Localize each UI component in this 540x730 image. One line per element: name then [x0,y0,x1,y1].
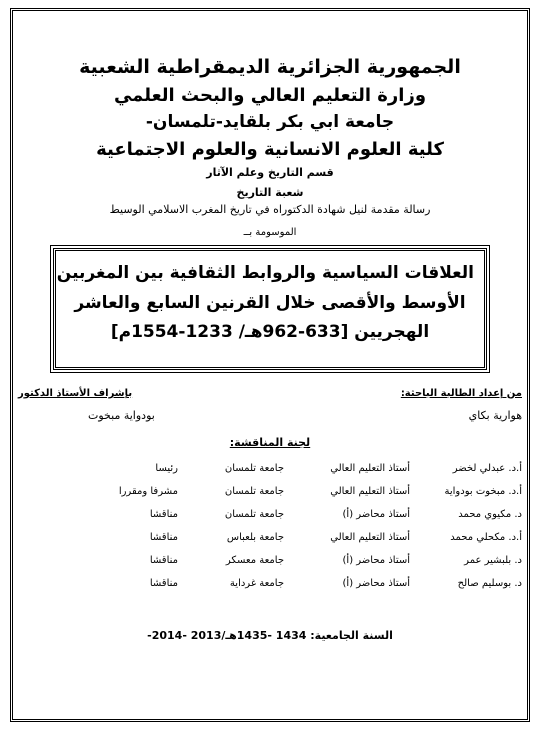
thesis-known-as: الموسومة بــ [243,226,297,238]
supervisor-block [18,388,260,422]
student-name: هوارية بكاي [468,408,522,422]
member-role: مناقشا [149,508,178,520]
committee-member [18,549,522,572]
supervisor-label: بإشراف الأستاذ الدكتور [18,387,133,399]
thesis-title-line-1: العلاقات السياسية والروابط الثقافية بين المغربين [56,262,474,283]
cover-content [18,56,522,642]
member-university: جامعة غرداية [229,577,284,589]
member-role: مناقشا [149,554,178,566]
republic-heading: الجمهورية الجزائرية الديمقراطية الشعبية [79,56,461,78]
faculty-heading: كلية العلوم الانسانية والعلوم الاجتماعية [96,138,444,160]
member-name: أ.د. عبدلي لخضر [452,462,522,474]
academic-year: السنة الجامعية: 1434 -1435هـ/2013 -2014- [147,628,393,642]
department-heading: قسم التاريخ وعلم الآثار [206,166,334,180]
member-university: جامعة بلعباس [226,531,284,543]
member-rank: أستاذ التعليم العالي [330,462,410,474]
student-block [280,388,522,422]
member-role: رئيسا [155,462,178,474]
member-name: د. مكيوي محمد [458,508,522,520]
member-name: أ.د. مكحلي محمد [450,531,522,543]
branch-heading: شعبة التاريخ [236,185,304,199]
committee-title: لجنة المناقشة: [229,435,311,449]
member-university: جامعة تلمسان [224,462,284,474]
member-name: د. بلبشير عمر [464,554,522,566]
member-role: مشرفا ومقررا [118,485,178,497]
university-heading: جامعة ابي بكر بلقايد-تلمسان- [145,112,395,133]
thesis-title-box [53,248,487,370]
supervisor-name: بودواية مبخوت [88,408,155,422]
member-rank: أستاذ التعليم العالي [330,531,410,543]
committee-member [18,503,522,526]
member-university: جامعة تلمسان [224,485,284,497]
ministry-heading: وزارة التعليم العالي والبحث العلمي [113,84,427,106]
committee-list [18,457,522,595]
member-university: جامعة معسكر [225,554,284,566]
committee-member [18,572,522,595]
member-rank: أستاذ محاضر (أ) [342,577,410,589]
member-name: أ.د. مبخوت بودواية [444,485,522,497]
member-rank: أستاذ التعليم العالي [330,485,410,497]
member-role: مناقشا [149,577,178,589]
prepared-section [18,388,522,422]
member-name: د. بوسليم صالح [457,577,522,589]
committee-member [18,526,522,549]
committee-member [18,480,522,503]
thesis-title-line-2: الأوسط والأقصى خلال القرنين السابع والعاشر [74,292,466,313]
committee-member [18,457,522,480]
student-label: من إعداد الطالبة الباحثة: [400,387,522,399]
member-rank: أستاذ محاضر (أ) [342,554,410,566]
member-rank: أستاذ محاضر (أ) [342,508,410,520]
member-role: مناقشا [149,531,178,543]
thesis-title-line-3: الهجريين [633-962هـ/ 1233-1554م] [110,322,430,343]
thesis-purpose: رسالة مقدمة لنيل شهادة الدكتوراه في تاريخ المغرب الاسلامي الوسيط [109,202,431,216]
member-university: جامعة تلمسان [224,508,284,520]
